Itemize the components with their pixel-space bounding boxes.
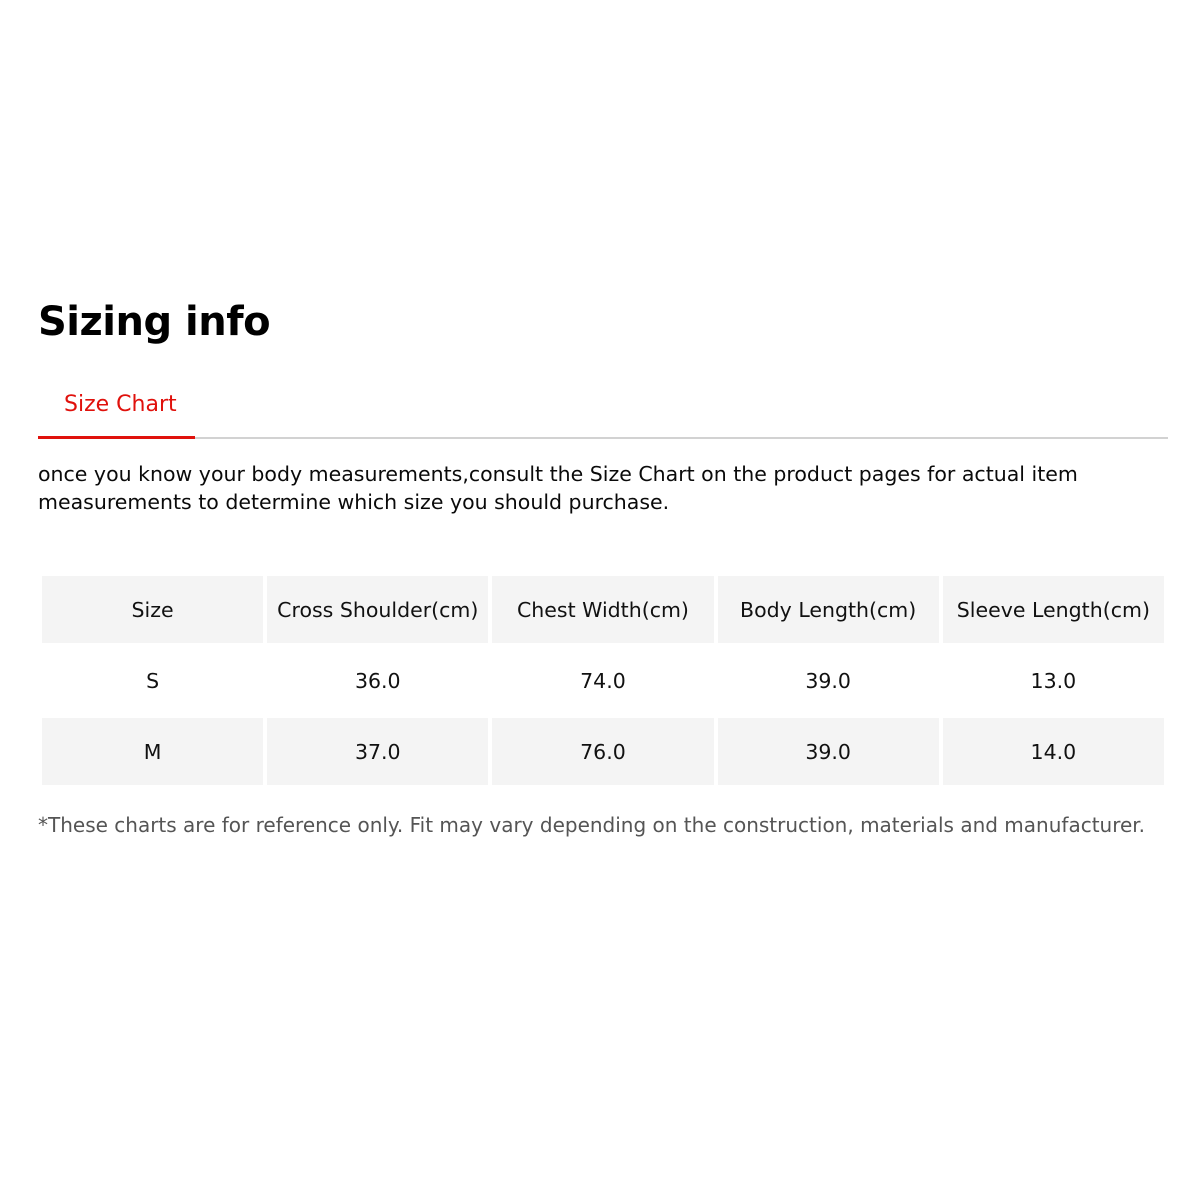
intro-text: once you know your body measurements,consult the Size Chart on the product pages for actual item measurements to determine which size you should purchase. bbox=[38, 462, 1078, 514]
table-row bbox=[42, 718, 1164, 785]
header-chest-width: Chest Width(cm) bbox=[492, 576, 713, 643]
tab-bar bbox=[38, 380, 1168, 440]
cell-cross-shoulder: 36.0 bbox=[267, 647, 488, 714]
active-tab-indicator bbox=[38, 436, 195, 439]
cell-cross-shoulder: 37.0 bbox=[267, 718, 488, 785]
tab-size-chart[interactable] bbox=[38, 380, 195, 440]
cell-sleeve-length: 13.0 bbox=[943, 647, 1164, 714]
cell-chest-width: 76.0 bbox=[492, 718, 713, 785]
header-cross-shoulder: Cross Shoulder(cm) bbox=[267, 576, 488, 643]
header-sleeve-length: Sleeve Length(cm) bbox=[943, 576, 1164, 643]
cell-chest-width: 74.0 bbox=[492, 647, 713, 714]
cell-size: M bbox=[42, 718, 263, 785]
tab-bar-divider bbox=[38, 437, 1168, 439]
header-body-length: Body Length(cm) bbox=[718, 576, 939, 643]
cell-body-length: 39.0 bbox=[718, 647, 939, 714]
table-row bbox=[42, 647, 1164, 714]
page-title: Sizing info bbox=[38, 299, 271, 345]
footnote: *These charts are for reference only. Fit may vary depending on the construction, materials and manufacturer. bbox=[38, 813, 1146, 837]
cell-sleeve-length: 14.0 bbox=[943, 718, 1164, 785]
header-size: Size bbox=[42, 576, 263, 643]
cell-body-length: 39.0 bbox=[718, 718, 939, 785]
table-header-row bbox=[42, 576, 1164, 643]
tab-label: Size Chart bbox=[64, 392, 177, 417]
size-chart-table bbox=[38, 572, 1168, 789]
cell-size: S bbox=[42, 647, 263, 714]
